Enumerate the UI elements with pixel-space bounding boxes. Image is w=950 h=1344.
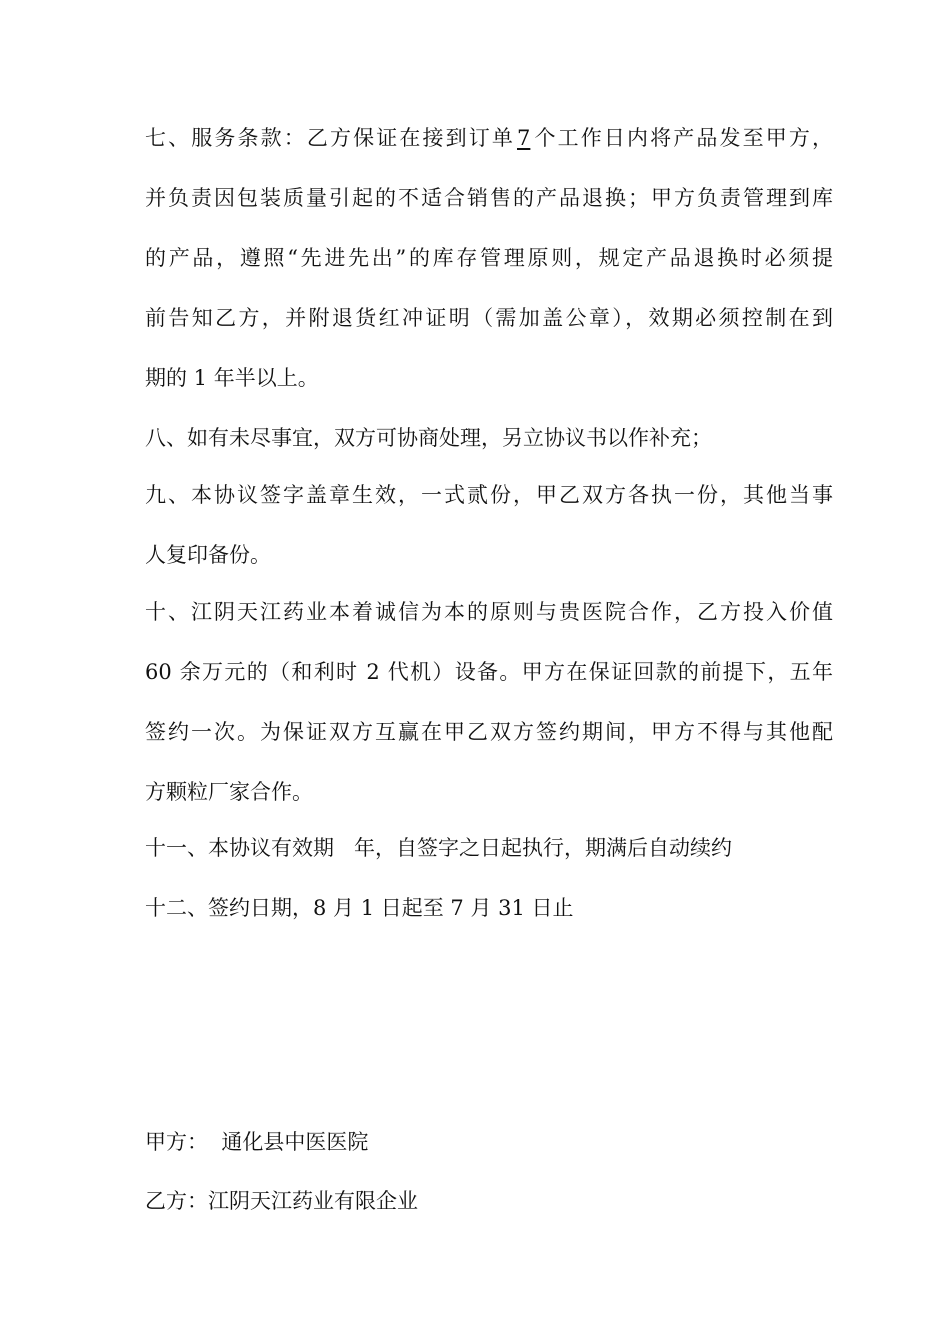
clause-7-line-1: [145, 124, 833, 152]
order-days-blank: 7: [517, 126, 531, 150]
clause-7-line-2: 并负责因包装质量引起的不适合销售的产品退换；甲方负责管理到库: [145, 186, 833, 210]
clause-10-line-4: 方颗粒厂家合作。: [145, 780, 313, 804]
party-a-signature: 甲方： 通化县中医医院: [145, 1130, 369, 1154]
clause-10-line-1: 十、江阴天江药业本着诚信为本的原则与贵医院合作，乙方投入价值: [145, 600, 833, 624]
clause-7-text-after: 个工作日内将产品发至甲方，: [532, 126, 833, 150]
clause-8-line-1: 八、如有未尽事宜，双方可协商处理，另立协议书以作补充；: [145, 426, 712, 450]
clause-10-line-2: 60 余万元的（和利时 2 代机）设备。甲方在保证回款的前提下，五年: [145, 660, 833, 684]
party-b-signature: 乙方：江阴天江药业有限企业: [145, 1189, 418, 1213]
clause-7-line-5: 期的 1 年半以上。: [145, 366, 319, 390]
clause-9-line-1: 九、本协议签字盖章生效，一式贰份，甲乙双方各执一份，其他当事: [145, 483, 833, 507]
clause-9-line-2: 人复印备份。: [145, 543, 271, 567]
clause-12-line-1: 十二、签约日期，8 月 1 日起至 7 月 31 日止: [145, 896, 574, 920]
clause-7-line-3: 的产品，遵照“先进先出”的库存管理原则，规定产品退换时必须提: [145, 246, 833, 270]
clause-7-text-before: 七、服务条款：乙方保证在接到订单: [145, 126, 515, 150]
clause-10-line-3: 签约一次。为保证双方互赢在甲乙双方签约期间，甲方不得与其他配: [145, 720, 833, 744]
clause-7-line-4: 前告知乙方，并附退货红冲证明（需加盖公章），效期必须控制在到: [145, 306, 833, 330]
clause-11-line-1: 十一、本协议有效期 年，自签字之日起执行，期满后自动续约: [145, 836, 733, 860]
